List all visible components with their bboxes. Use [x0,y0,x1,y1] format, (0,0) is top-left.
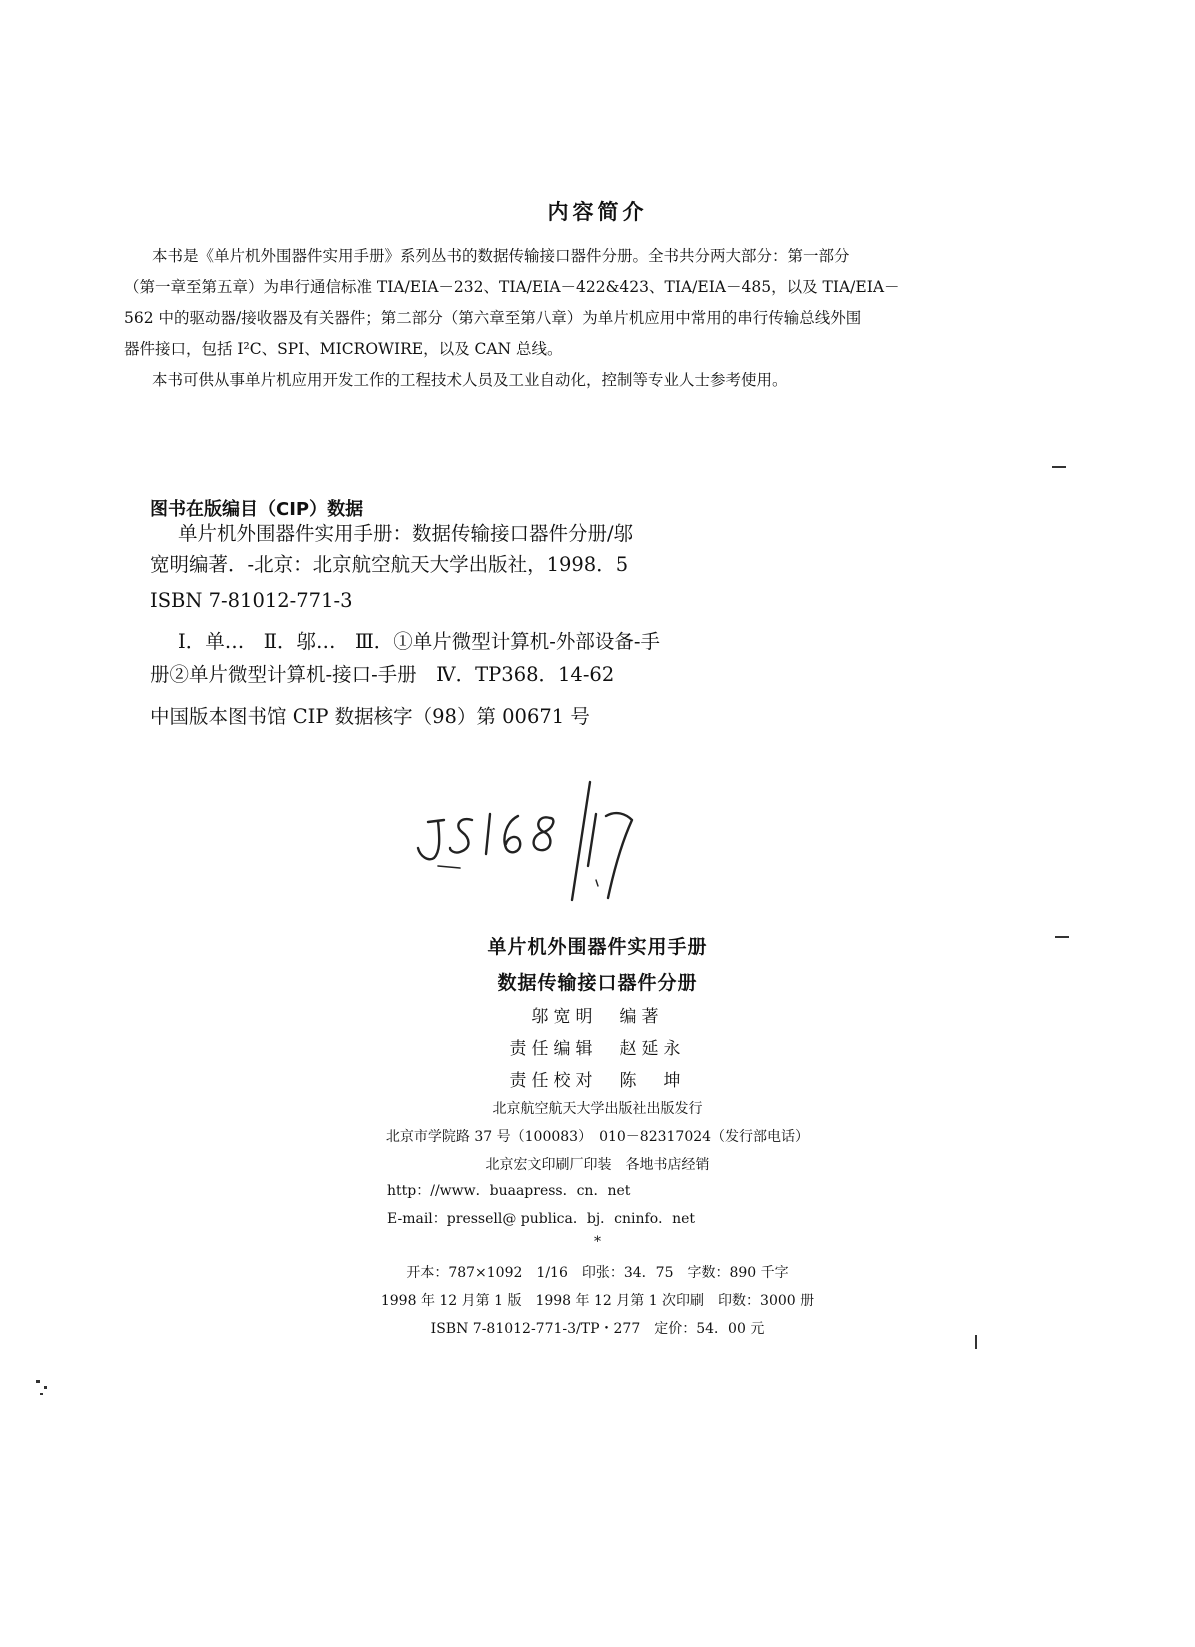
summary-title: 内容简介 [547,200,648,224]
cip-line-1: 单片机外围器件实用手册：数据传输接口器件分册/邬 [178,522,634,545]
colophon-website: http：//www．buaapress．cn．net [387,1183,631,1199]
summary-line-3: 562 中的驱动器/接收器及有关器件；第二部分（第六章至第八章）为单片机应用中常用的串行传输总线外围 [124,309,862,327]
cip-line-5: 册②单片微型计算机-接口-手册 Ⅳ．TP368．14-62 [150,663,615,686]
colophon-publisher: 北京航空航天大学出版社出版发行 [492,1101,703,1117]
colophon-format: 开本：787×1092 1/16 印张：34．75 字数：890 千字 [406,1265,789,1281]
colophon-author: 邬宽明 编著 [531,1007,664,1027]
scan-mark-right-1 [1052,466,1066,468]
summary-line-2: （第一章至第五章）为串行通信标准 TIA/EIA－232、TIA/EIA－422&423、TIA/EIA－485，以及 TIA/EIA－ [124,278,900,296]
summary-line-4: 器件接口，包括 I²C、SPI、MICROWIRE，以及 CAN 总线。 [124,340,563,358]
cip-line-4: Ⅰ．单… Ⅱ．邬… Ⅲ．①单片微型计算机-外部设备-手 [178,630,660,653]
colophon-proofreader: 责任校对 陈 坤 [509,1071,686,1091]
handwritten-note [410,770,650,910]
scan-mark-left-3 [40,1393,43,1395]
cip-heading: 图书在版编目（CIP）数据 [150,499,364,520]
colophon-title-sub: 数据传输接口器件分册 [497,972,698,994]
scan-mark-left-2 [44,1386,47,1389]
colophon-isbn-price: ISBN 7-81012-771-3/TP・277 定价：54．00 元 [430,1321,765,1337]
colophon-editor: 责任编辑 赵延永 [509,1039,686,1059]
scan-mark-right-3 [975,1335,977,1349]
summary-paragraph-2 [124,365,1024,396]
summary-line-1: 本书是《单片机外围器件实用手册》系列丛书的数据传输接口器件分册。全书共分两大部分：第一部分 [152,247,850,265]
colophon-printer: 北京宏文印刷厂印装 各地书店经销 [485,1157,710,1173]
cip-line-2: 宽明编著．-北京：北京航空航天大学出版社，1998．5 [150,553,629,576]
colophon-edition: 1998 年 12 月第 1 版 1998 年 12 月第 1 次印刷 印数：3000 册 [380,1293,815,1309]
summary-paragraph-2-text: 本书可供从事单片机应用开发工作的工程技术人员及工业自动化，控制等专业人士参考使用。 [152,371,788,389]
colophon-title-main: 单片机外围器件实用手册 [487,936,708,958]
scan-mark-left-1 [36,1380,40,1383]
colophon-address: 北京市学院路 37 号（100083） 010－82317024（发行部电话） [385,1129,810,1145]
summary-paragraph-1 [124,241,1024,365]
cip-isbn: ISBN 7-81012-771-3 [150,589,353,612]
colophon-email: E-mail：pressell@ publica．bj．cninfo．net [387,1211,696,1227]
colophon-separator: * [594,1234,601,1250]
cip-line-6: 中国版本图书馆 CIP 数据核字（98）第 00671 号 [150,705,590,728]
scan-mark-right-2 [1055,936,1069,938]
